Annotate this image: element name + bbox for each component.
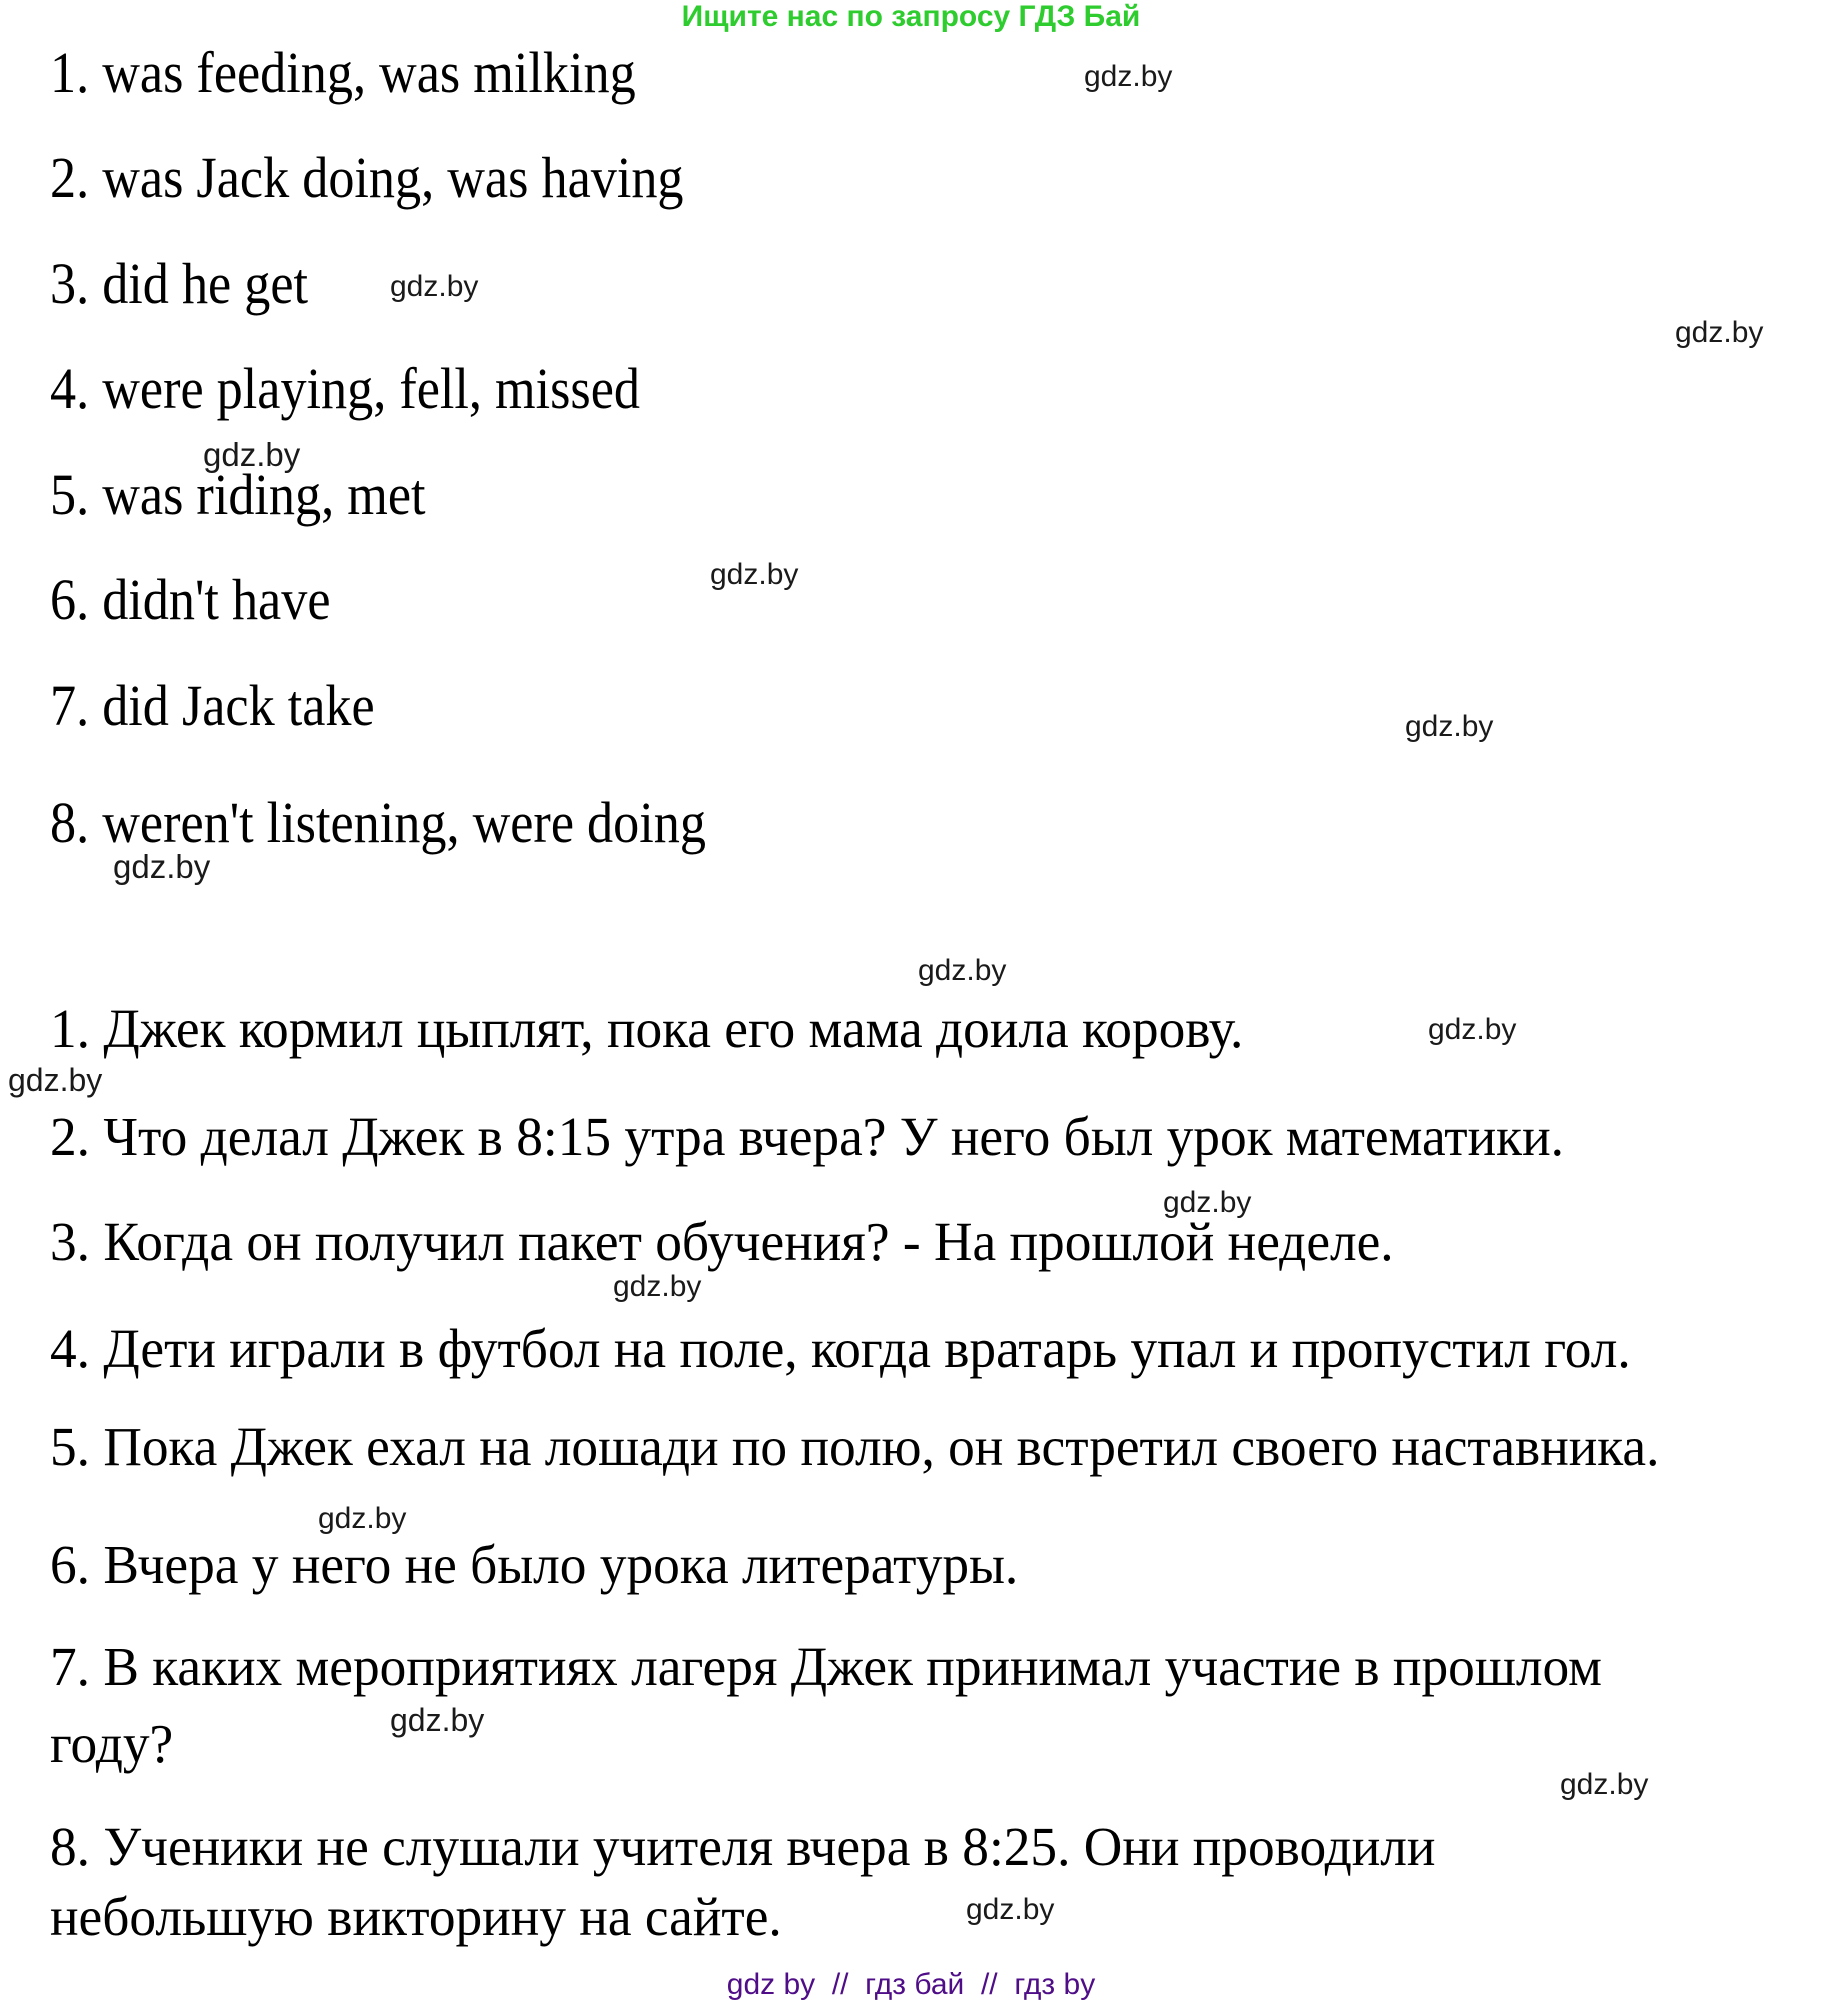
- english-answer-line-4: 4. were playing, fell, missed: [50, 356, 641, 421]
- russian-translation-line-1: 1. Джек кормил цыплят, пока его мама доила корову.: [50, 998, 1244, 1059]
- russian-translation-line-5: 5. Пока Джек ехал на лошади по полю, он встретил своего наставника.: [50, 1416, 1660, 1477]
- gdz-watermark-4: gdz.by: [203, 436, 301, 473]
- gdz-watermark-9: gdz.by: [1428, 1013, 1517, 1046]
- russian-translation-line-8b: небольшую викторину на сайте.: [50, 1886, 782, 1947]
- russian-translation-line-8a: 8. Ученики не слушали учителя вчера в 8:25. Они проводили: [50, 1816, 1436, 1877]
- english-answer-line-3: 3. did he get: [50, 251, 309, 316]
- gdz-watermark-8: gdz.by: [918, 954, 1007, 987]
- gdz-watermark-7: gdz.by: [113, 848, 211, 885]
- english-answer-line-1: 1. was feeding, was milking: [50, 40, 636, 105]
- english-answer-line-8: 8. weren't listening, were doing: [50, 790, 706, 855]
- gdz-watermark-16: gdz.by: [966, 1893, 1055, 1926]
- gdz-watermark-6: gdz.by: [1405, 710, 1494, 743]
- english-answer-line-2: 2. was Jack doing, was having: [50, 145, 684, 210]
- promo-banner: Ищите нас по запросу ГДЗ Бай: [681, 0, 1141, 33]
- russian-translation-line-7a: 7. В каких мероприятиях лагеря Джек принимал участие в прошлом: [50, 1636, 1602, 1697]
- english-answer-line-5: 5. was riding, met: [50, 462, 426, 527]
- russian-translation-line-4: 4. Дети играли в футбол на поле, когда вратарь упал и пропустил гол.: [50, 1318, 1631, 1379]
- russian-translation-line-3: 3. Когда он получил пакет обучения? - На прошлой неделе.: [50, 1211, 1394, 1272]
- gdz-watermark-15: gdz.by: [1560, 1768, 1649, 1801]
- gdz-watermark-14: gdz.by: [390, 1702, 485, 1738]
- gdz-watermark-12: gdz.by: [613, 1270, 702, 1303]
- gdz-watermark-11: gdz.by: [1163, 1186, 1252, 1219]
- gdz-watermark-2: gdz.by: [390, 270, 479, 303]
- gdz-watermark-13: gdz.by: [318, 1502, 407, 1535]
- footer-watermark: gdz by // гдз бай // гдз by: [726, 1968, 1096, 2001]
- russian-translation-line-7b: году?: [50, 1713, 174, 1774]
- gdz-watermark-1: gdz.by: [1084, 60, 1173, 93]
- gdz-watermark-10: gdz.by: [8, 1062, 103, 1098]
- russian-translation-line-2: 2. Что делал Джек в 8:15 утра вчера? У него был урок математики.: [50, 1106, 1564, 1167]
- gdz-watermark-5: gdz.by: [710, 558, 799, 591]
- english-answer-line-7: 7. did Jack take: [50, 673, 375, 738]
- gdz-watermark-3: gdz.by: [1675, 316, 1764, 349]
- english-answer-line-6: 6. didn't have: [50, 567, 331, 632]
- russian-translation-line-6: 6. Вчера у него не было урока литературы.: [50, 1534, 1019, 1595]
